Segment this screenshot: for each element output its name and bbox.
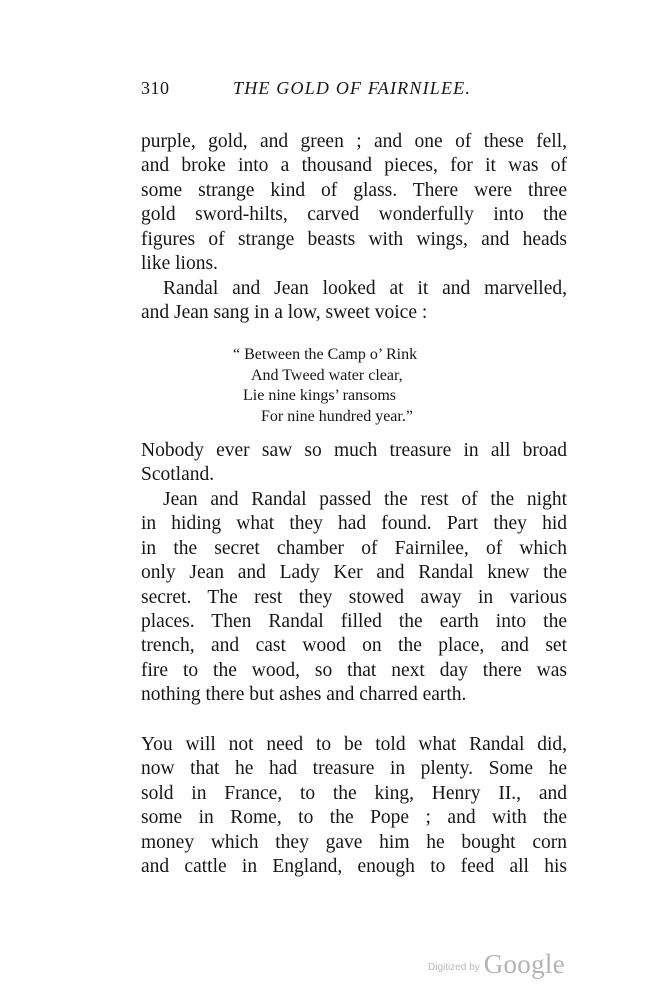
text-line: and cattle in England, enough to feed all his (141, 856, 567, 878)
running-title: THE GOLD OF FAIRNILEE. (233, 78, 472, 98)
paragraph-1 (141, 130, 567, 276)
text-line: fire to the wood, so that next day there was (141, 659, 567, 681)
paragraph-4 (141, 488, 567, 708)
text-line: in hiding what they had found. Part they hid (141, 513, 567, 535)
text-line: Jean and Randal passed the rest of the night (163, 489, 567, 510)
text-line: trench, and cast wood on the place, and set (141, 635, 567, 657)
text-line: like lions. (141, 253, 218, 275)
text-line: secret. The rest they stowed away in various (141, 586, 567, 608)
paragraph-3 (141, 439, 567, 488)
text-line: only Jean and Lady Ker and Randal knew the (141, 562, 567, 584)
running-header (141, 78, 575, 104)
text-line: figures of strange beasts with wings, and heads (141, 228, 567, 250)
text-line: money which they gave him he bought corn (141, 831, 567, 853)
google-logo: Google (483, 949, 565, 979)
digitized-label: Digitized by (428, 962, 480, 973)
text-line: Nobody ever saw so much treasure in all broad (141, 440, 567, 461)
text-line: some in Rome, to the Pope ; and with the (141, 807, 567, 829)
text-line: Scotland. (141, 464, 215, 486)
page-number: 310 (141, 78, 170, 98)
verse-line: For nine hundred year.” (261, 407, 413, 425)
text-line: nothing there but ashes and charred earth. (141, 684, 467, 706)
text-line: and Jean sang in a low, sweet voice : (141, 302, 428, 324)
paragraph-5 (141, 733, 567, 879)
text-line: places. Then Randal filled the earth into the (141, 611, 567, 633)
text-line: You will not need to be told what Randal did, (141, 734, 567, 755)
text-line: in the secret chamber of Fairnilee, of which (141, 537, 567, 559)
verse-line: Lie nine kings’ ransoms (243, 387, 397, 404)
digitized-by-google-watermark (428, 949, 588, 989)
text-line: some strange kind of glass. There were three (141, 179, 567, 201)
text-line: and broke into a thousand pieces, for it was of (141, 155, 567, 177)
text-line: purple, gold, and green ; and one of these fell, (141, 131, 567, 152)
verse-stanza (233, 345, 417, 427)
paragraph-2 (141, 277, 567, 326)
text-line: gold sword-hilts, carved wonderfully into the (141, 204, 567, 226)
verse-line: And Tweed water clear, (251, 366, 403, 384)
verse-line: “ Between the Camp o’ Rink (233, 346, 418, 363)
text-line: Randal and Jean looked at it and marvelled, (163, 278, 567, 299)
text-line: now that he had treasure in plenty. Some he (141, 758, 567, 780)
text-line: sold in France, to the king, Henry II., and (141, 782, 567, 804)
